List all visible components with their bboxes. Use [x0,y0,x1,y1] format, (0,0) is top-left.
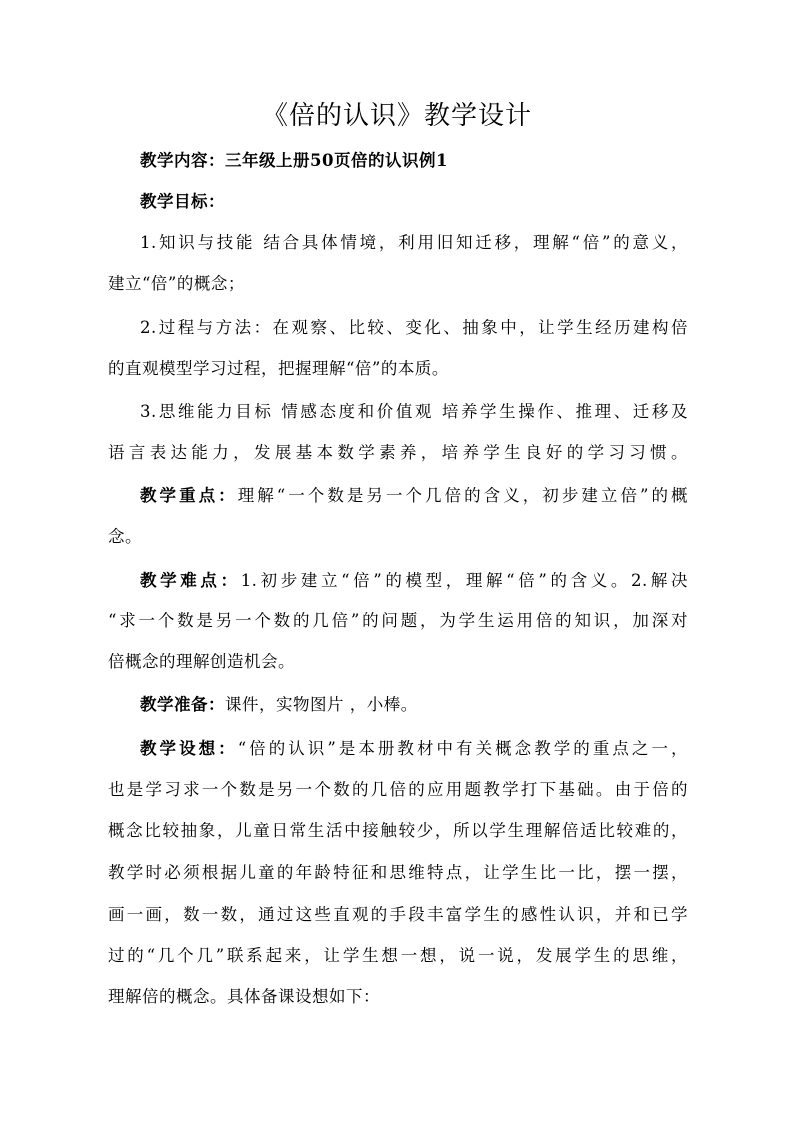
preparation-line [140,693,720,717]
goal-2-line-2: 的直观模型学习过程，把握理解“倍”的本质。 [108,359,449,378]
goal-1-line-1: 1.知识与技能 结合具体情境，利用旧知迁移，理解“倍”的意义， [140,233,688,252]
difficulty-text: 1.初步建立“倍”的模型，理解“倍”的含义。2.解决 [240,571,689,590]
preparation-label: 教学准备： [140,695,225,714]
concept-line-7: 理解倍的概念。具体备课设想如下： [108,987,380,1006]
concept-line-6: 过的“几个几”联系起来，让学生想一想，说一说，发展学生的思维， [108,946,688,965]
concept-line-1 [140,737,688,761]
concept-text: “倍的认识”是本册教材中有关概念教学的重点之一， [237,739,688,758]
concept-line-5: 画一画，数一数，通过这些直观的手段丰富学生的感性认识，并和已学 [108,905,688,924]
content-text: 三年级上册50页倍的认识例1 [225,151,448,170]
goal-3-line-1: 3.思维能力目标 情感态度和价值观 培养学生操作、推理、迁移及 [140,402,688,421]
concept-label: 教学设想： [140,739,238,758]
key-point-line-2: 念。 [108,527,142,546]
difficulty-line-1 [140,569,688,593]
goal-3-line-2: 语言表达能力，发展基本数学素养，培养学生良好的学习习惯。 [108,443,688,462]
goal-1-line-2: 建立“倍”的概念； [108,274,245,293]
concept-line-4: 教学时必须根据儿童的年龄特征和思维特点，让学生比一比，摆一摆， [108,863,688,882]
key-point-text: 理解“一个数是另一个几倍的含义，初步建立倍”的概 [237,486,688,505]
content-label: 教学内容： [140,151,225,170]
key-point-line-1 [140,484,688,508]
preparation-text: 课件，实物图片 ，小棒。 [225,695,418,714]
key-point-label: 教学重点： [140,486,238,505]
concept-line-3: 概念比较抽象，儿童日常生活中接触较少，所以学生理解倍适比较难的， [108,821,688,840]
difficulty-line-2: “求一个数是另一个数的几倍”的问题，为学生运用倍的知识，加深对 [108,611,688,630]
document-title: 《倍的认识》教学设计 [261,101,532,131]
goals-label: 教学目标： [140,192,225,211]
content-line [140,149,720,173]
concept-line-2: 也是学习求一个数是另一个数的几倍的应用题教学打下基础。由于倍的 [108,780,688,799]
difficulty-line-3: 倍概念的理解创造机会。 [108,652,295,671]
goal-2-line-1: 2.过程与方法：在观察、比较、变化、抽象中，让学生经历建构倍 [140,318,688,337]
difficulty-label: 教学难点： [140,571,241,590]
